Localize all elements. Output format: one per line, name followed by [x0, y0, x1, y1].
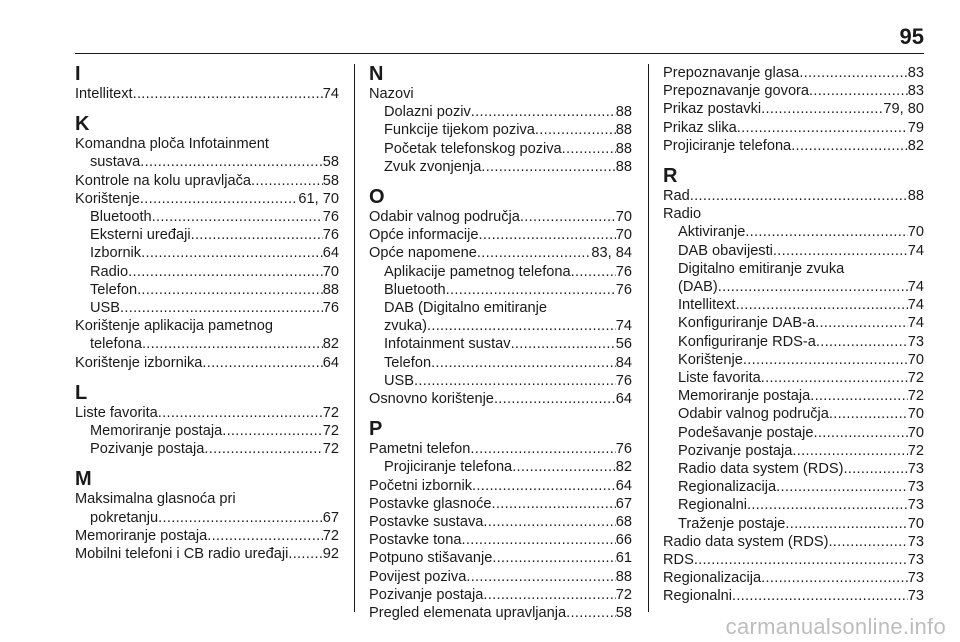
index-entry-label: sustava: [90, 154, 141, 171]
dot-leader: [773, 242, 908, 260]
index-entry: [75, 244, 339, 262]
index-entry-page: 56: [615, 336, 632, 353]
index-entry-label: USB: [384, 372, 415, 389]
dot-leader: [492, 549, 615, 567]
index-entry-label: Bluetooth: [90, 209, 152, 226]
index-entry-page: 74: [907, 279, 924, 296]
index-entry-label: Prepoznavanje govora: [663, 83, 810, 100]
index-entry-page: 83: [907, 65, 924, 81]
dot-leader: [251, 172, 323, 190]
index-entry: [663, 137, 924, 155]
index-entry-label: Regionalni: [678, 497, 747, 514]
index-entry-label: Dolazni poziv: [384, 104, 471, 121]
dot-leader: [745, 223, 907, 241]
dot-leader: [736, 296, 908, 314]
index-letter-heading: M: [75, 468, 92, 491]
index-entry-label: Telefon: [384, 354, 432, 371]
index-entry-label: pokretanju: [90, 509, 159, 526]
index-entry: [75, 85, 339, 103]
index-entry-label: Korištenje izbornika: [75, 354, 203, 371]
index-entry-page: 74: [615, 318, 632, 335]
index-entry: [369, 317, 632, 335]
index-entry-label: Pregled elemenata upravljanja: [369, 605, 567, 622]
index-entry-page: 82: [322, 336, 339, 353]
index-entry-label: Nazovi: [369, 86, 414, 102]
index-entry: [369, 390, 632, 408]
index-entry: [369, 477, 632, 495]
dot-leader: [761, 369, 908, 387]
index-entry-label: Regionalizacija: [678, 479, 777, 496]
index-entry-label: RDS: [663, 552, 694, 569]
dot-leader: [492, 495, 616, 513]
index-entry-page: 58: [615, 605, 632, 622]
index-entry-label: Postavke glasnoće: [369, 495, 492, 512]
index-entry-label: Postavke sustava: [369, 514, 484, 531]
index-entry-page: 72: [322, 404, 339, 421]
index-entry-label: Projiciranje telefona: [384, 459, 513, 476]
index-entry-page: 76: [322, 227, 339, 244]
index-entry: [369, 513, 632, 531]
index-entry: [75, 354, 339, 372]
index-entry-label: Aktiviranje: [678, 224, 746, 241]
index-entry-label: Osnovno korištenje: [369, 391, 494, 408]
index-entry: [663, 64, 924, 82]
index-column-1: [75, 64, 339, 563]
index-entry-label: Infotainment sustav: [384, 336, 511, 353]
dot-leader: [829, 405, 908, 423]
index-entry: [663, 587, 924, 605]
dot-leader: [776, 478, 908, 496]
index-entry-label: DAB obavijesti: [678, 242, 773, 259]
index-entry: [663, 515, 924, 533]
index-entry-page: 76: [615, 441, 632, 458]
index-entry-page: 82: [907, 137, 924, 154]
dot-leader: [120, 299, 323, 317]
index-entry-label: Povijest poziva: [369, 568, 467, 585]
index-entry-label: Potpuno stišavanje: [369, 550, 493, 567]
index-entry-page: 72: [615, 586, 632, 603]
index-entry: [663, 387, 924, 405]
index-entry-page: 73: [907, 570, 924, 587]
index-entry-label: Pozivanje postaja: [90, 441, 205, 458]
index-entry: [75, 226, 339, 244]
dot-leader: [571, 263, 616, 281]
index-entry-label: Početni izbornik: [369, 477, 473, 494]
index-entry: [663, 460, 924, 478]
index-entry-label: Regionalni: [663, 588, 732, 605]
index-entry-label: Eksterni uređaji: [90, 227, 191, 244]
index-entry: [663, 569, 924, 587]
index-entry-page: 70: [907, 351, 924, 368]
index-entry-page: 70: [322, 263, 339, 280]
index-entry: [75, 440, 339, 458]
index-entry: [663, 314, 924, 332]
index-entry-label: Početak telefonskog poziva: [384, 140, 562, 157]
index-entry-label: Kontrole na kolu upravljača: [75, 172, 252, 189]
index-entry-page: 88: [615, 122, 632, 139]
index-entry-label: USB: [90, 300, 121, 317]
dot-leader: [479, 226, 616, 244]
index-entry-page: 74: [907, 315, 924, 332]
column-separator: [648, 64, 649, 612]
index-entry-page: 70: [907, 515, 924, 532]
dot-leader: [477, 244, 592, 262]
dot-leader: [512, 458, 616, 476]
index-entry: [75, 172, 339, 190]
index-entry-label: Radio: [663, 206, 702, 223]
index-entry-label: Opće informacije: [369, 227, 479, 244]
index-entry-page: 70: [615, 227, 632, 244]
index-entry-label: Komandna ploča Infotainment: [75, 136, 269, 153]
index-entry: [369, 495, 632, 513]
dot-leader: [747, 496, 908, 514]
index-entry-label: Konfiguriranje DAB-a: [678, 315, 816, 332]
index-entry-page: 74: [907, 242, 924, 259]
index-entry-page: 70: [907, 224, 924, 241]
index-entry-label: Pozivanje postaja: [369, 586, 484, 603]
index-entry: [663, 442, 924, 460]
dot-leader: [462, 531, 616, 549]
dot-leader: [466, 568, 615, 586]
index-entry: [369, 263, 632, 281]
page-number: 95: [899, 24, 924, 49]
index-column-3: [663, 64, 924, 606]
index-entry-label: Radio: [90, 263, 129, 280]
index-entry-page: 72: [907, 388, 924, 405]
index-entry-page: 74: [907, 297, 924, 314]
index-entry-label: Odabir valnog područja: [678, 406, 829, 423]
dot-leader: [799, 64, 907, 82]
dot-leader: [843, 460, 907, 478]
index-entry-page: 73: [907, 497, 924, 514]
index-entry-label: Funkcije tijekom poziva: [384, 122, 535, 139]
index-entry-page: 61, 70: [298, 190, 339, 207]
index-entry-page: 72: [322, 423, 339, 440]
index-entry-page: 76: [615, 372, 632, 389]
index-entry: [369, 140, 632, 158]
dot-leader: [810, 387, 908, 405]
index-entry: [369, 226, 632, 244]
index-entry: [369, 531, 632, 549]
index-entry-label: Memoriranje postaja: [678, 388, 811, 405]
index-entry-label: Korištenje aplikacija pametnog: [75, 318, 273, 335]
dot-leader: [483, 586, 615, 604]
dot-leader: [815, 314, 908, 332]
index-entry-page: 73: [907, 333, 924, 350]
dot-leader: [483, 513, 615, 531]
index-entry: [663, 405, 924, 423]
index-entry-page: 88: [615, 104, 632, 121]
dot-leader: [481, 158, 615, 176]
dot-leader: [158, 509, 323, 527]
index-entry-label: Opće napomene: [369, 245, 477, 262]
index-entry-label: Pametni telefon: [369, 441, 471, 458]
index-entry-label: Radio data system (RDS): [663, 533, 829, 550]
dot-leader: [133, 85, 323, 103]
index-letter-heading: I: [75, 63, 81, 85]
index-entry-label: Digitalno emitiranje zvuka: [678, 260, 845, 277]
index-entry: [663, 533, 924, 551]
index-entry: [369, 586, 632, 604]
dot-leader: [732, 587, 908, 605]
index-entry-page: 64: [615, 477, 632, 494]
index-entry-page: 76: [615, 263, 632, 280]
index-entry-page: 73: [907, 552, 924, 569]
index-entry-page: 88: [322, 281, 339, 298]
dot-leader: [207, 527, 323, 545]
dot-leader: [816, 333, 908, 351]
dot-leader: [141, 244, 323, 262]
index-entry-label: DAB (Digitalno emitiranje: [384, 300, 548, 317]
index-entry-label: Prikaz slika: [663, 119, 737, 136]
index-entry-page: 72: [322, 527, 339, 544]
dot-leader: [761, 569, 908, 587]
dot-leader: [737, 119, 908, 137]
dot-leader: [792, 442, 907, 460]
index-entry: [663, 424, 924, 442]
index-entry: [663, 496, 924, 514]
index-entry-label: Prepoznavanje glasa: [663, 65, 800, 81]
dot-leader: [142, 335, 323, 353]
index-entry-page: 67: [322, 509, 339, 526]
index-entry-page: 70: [907, 424, 924, 441]
index-entry-label: Konfiguriranje RDS-a: [678, 333, 816, 350]
index-letter-heading: N: [369, 63, 384, 85]
index-entry: [369, 244, 632, 262]
index-entry: [663, 223, 924, 241]
index-entry-page: 66: [615, 532, 632, 549]
index-entry: [369, 121, 632, 139]
dot-leader: [431, 354, 616, 372]
index-entry: [663, 333, 924, 351]
index-entry-page: 76: [615, 281, 632, 298]
dot-leader: [535, 121, 616, 139]
dot-leader: [427, 317, 616, 335]
index-entry-label: Liste favorita: [678, 370, 761, 387]
index-entry: [369, 549, 632, 567]
index-entry-page: 76: [322, 209, 339, 226]
top-rule: [75, 53, 924, 54]
watermark-text: carmanualsonline.info: [725, 614, 946, 639]
index-entry-page: 73: [907, 461, 924, 478]
index-entry: [663, 187, 924, 205]
dot-leader: [761, 100, 883, 118]
dot-leader: [743, 351, 908, 369]
dot-leader: [791, 137, 908, 155]
dot-leader: [471, 103, 616, 121]
index-entry-label: Liste favorita: [75, 404, 158, 421]
index-entry: [369, 158, 632, 176]
index-letter-heading: R: [663, 165, 678, 188]
dot-leader: [204, 440, 322, 458]
index-entry-page: 76: [322, 300, 339, 317]
index-entry: [75, 545, 339, 563]
index-entry-label: Radio data system (RDS): [678, 461, 844, 478]
index-entry: [369, 103, 632, 121]
dot-leader: [222, 422, 323, 440]
index-entry: [75, 509, 339, 527]
index-entry-label: Podešavanje postaje: [678, 424, 814, 441]
index-entry: [663, 478, 924, 496]
index-letter-heading: L: [75, 381, 88, 404]
index-entry-label: Regionalizacija: [663, 570, 762, 587]
dot-leader: [828, 533, 907, 551]
dot-leader: [520, 208, 616, 226]
index-entry: [75, 299, 339, 317]
index-entry-page: 58: [322, 172, 339, 189]
index-entry-page: 61: [615, 550, 632, 567]
dot-leader: [690, 187, 908, 205]
dot-leader: [128, 263, 323, 281]
index-entry-page: 79: [907, 119, 924, 136]
index-entry-page: 88: [615, 568, 632, 585]
dot-leader: [152, 208, 323, 226]
index-entry: [75, 527, 339, 545]
index-entry-page: 73: [907, 533, 924, 550]
index-entry-page: 58: [322, 154, 339, 171]
index-entry-page: 73: [907, 479, 924, 496]
index-entry-label: telefona: [90, 336, 142, 353]
dot-leader: [694, 551, 908, 569]
dot-leader: [814, 424, 908, 442]
index-entry-label: Intellitext: [75, 86, 133, 102]
index-entry: [369, 335, 632, 353]
dot-leader: [785, 515, 907, 533]
index-entry-page: 72: [322, 441, 339, 458]
dot-leader: [494, 390, 616, 408]
index-entry-page: 92: [322, 546, 339, 563]
index-entry-page: 74: [322, 86, 339, 102]
index-entry: [369, 354, 632, 372]
index-entry-page: 84: [615, 354, 632, 371]
index-entry: [75, 263, 339, 281]
index-entry-page: 72: [907, 370, 924, 387]
index-entry-label: (DAB): [678, 279, 718, 296]
index-entry: [663, 278, 924, 296]
index-entry-label: Aplikacije pametnog telefona: [384, 263, 571, 280]
index-entry-label: Odabir valnog područja: [369, 209, 520, 226]
index-entry: [663, 100, 924, 118]
dot-leader: [140, 190, 299, 208]
dot-leader: [202, 354, 322, 372]
index-entry: [663, 369, 924, 387]
index-entry-label: Izbornik: [90, 245, 142, 262]
dot-leader: [566, 604, 616, 622]
dot-leader: [446, 281, 616, 299]
index-entry-label: Korištenje: [75, 190, 140, 207]
index-entry-label: Intellitext: [678, 297, 736, 314]
index-entry: [75, 422, 339, 440]
index-letter-heading: P: [369, 418, 383, 441]
index-entry-page: 68: [615, 514, 632, 531]
index-entry: [75, 190, 339, 208]
index-entry: [369, 568, 632, 586]
dot-leader: [718, 278, 908, 296]
index-entry-label: Mobilni telefoni i CB radio uređaji: [75, 546, 289, 563]
index-entry-label: Maksimalna glasnoća pri: [75, 491, 236, 508]
index-entry: [369, 458, 632, 476]
index-entry-page: 83, 84: [591, 245, 632, 262]
index-entry: [369, 281, 632, 299]
dot-leader: [191, 226, 323, 244]
dot-leader: [511, 335, 616, 353]
dot-leader: [414, 372, 616, 390]
index-entry: [75, 404, 339, 422]
index-entry: [369, 440, 632, 458]
index-letter-heading: O: [369, 186, 385, 209]
dot-leader: [472, 477, 616, 495]
index-entry-label: Pozivanje postaja: [678, 442, 793, 459]
index-entry-page: 67: [615, 495, 632, 512]
index-entry: [75, 281, 339, 299]
index-entry: [369, 208, 632, 226]
index-entry-page: 73: [907, 588, 924, 605]
index-entry-label: Memoriranje postaja: [90, 423, 223, 440]
index-entry-label: Rad: [663, 188, 690, 205]
index-entry-page: 82: [615, 459, 632, 476]
index-entry: [369, 604, 632, 622]
index-entry: [369, 372, 632, 390]
dot-leader: [562, 140, 616, 158]
index-entry-page: 64: [322, 245, 339, 262]
index-entry-label: Projiciranje telefona: [663, 137, 792, 154]
index-entry-label: Telefon: [90, 281, 138, 298]
index-entry: [75, 335, 339, 353]
index-entry-label: zvuka): [384, 318, 427, 335]
dot-leader: [470, 440, 615, 458]
index-entry-page: 88: [615, 158, 632, 175]
index-entry: [663, 551, 924, 569]
index-entry-page: 88: [615, 140, 632, 157]
index-entry-page: 70: [907, 406, 924, 423]
index-entry: [75, 153, 339, 171]
index-entry-page: 70: [615, 209, 632, 226]
index-entry-label: Memoriranje postaja: [75, 527, 208, 544]
dot-leader: [137, 281, 323, 299]
index-entry-label: Prikaz postavki: [663, 101, 762, 118]
index-entry-page: 79, 80: [883, 101, 924, 118]
index-entry-page: 83: [907, 83, 924, 100]
dot-leader: [288, 545, 322, 563]
index-entry-page: 64: [615, 391, 632, 408]
dot-leader: [140, 153, 322, 171]
index-entry-page: 88: [907, 188, 924, 205]
index-entry: [663, 296, 924, 314]
index-entry-label: Zvuk zvonjenja: [384, 158, 482, 175]
index-entry-label: Korištenje: [678, 351, 743, 368]
index-entry: [663, 82, 924, 100]
index-entry: [663, 119, 924, 137]
column-separator: [354, 64, 355, 612]
index-entry: [75, 208, 339, 226]
index-entry-page: 64: [322, 354, 339, 371]
index-entry: [663, 351, 924, 369]
index-entry: [663, 242, 924, 260]
index-letter-heading: K: [75, 113, 90, 136]
index-entry-label: Traženje postaje: [678, 515, 786, 532]
dot-leader: [158, 404, 323, 422]
index-entry-page: 72: [907, 442, 924, 459]
index-entry-label: Postavke tona: [369, 532, 462, 549]
dot-leader: [809, 82, 908, 100]
index-column-2: [369, 64, 632, 622]
index-entry-label: Bluetooth: [384, 281, 446, 298]
